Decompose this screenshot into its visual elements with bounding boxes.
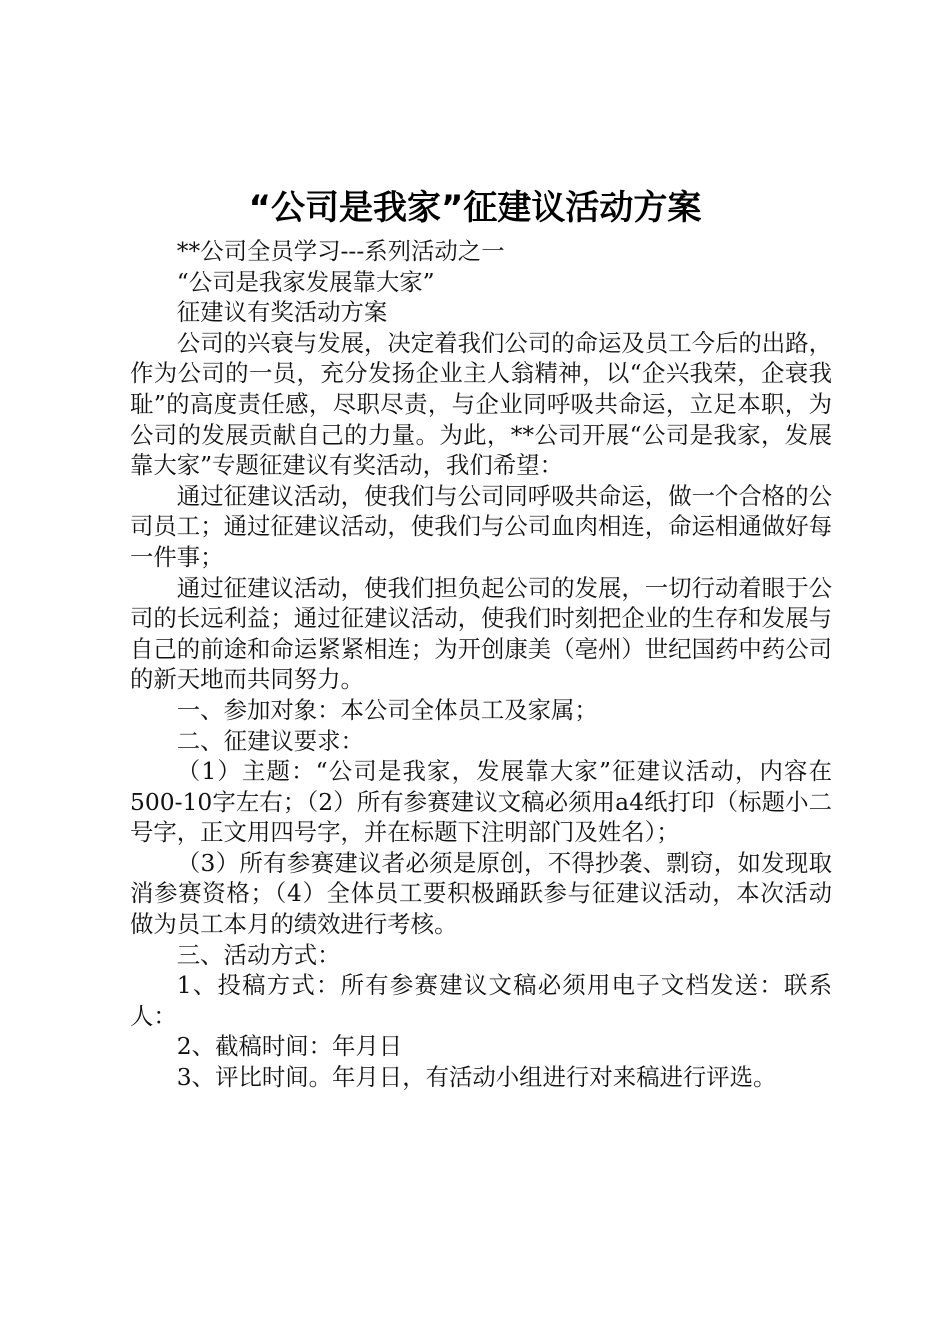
subtitle-slogan: “公司是我家发展靠大家”	[176, 267, 435, 296]
section-participants: 一、参加对象：本公司全体员工及家属；	[176, 695, 598, 724]
intro-paragraph: 公司的兴衰与发展，决定着我们公司的命运及员工今后的出路，作为公司的一员，充分发扬企业主人翁精神，以“企兴我荣，企衰我耻”的高度责任感，尽职尽责，与企业同呼吸共命运，立足本职，为公司的发展贡献自己的力量。为此，**公司开展“公司是我家，发展靠大家”专题征建议有奖活动，我们希望：	[130, 328, 832, 480]
requirements-item-1-2: （1）主题：“公司是我家，发展靠大家”征建议活动，内容在500-10字左右；（2）所有参赛建议文稿必须用a4纸打印（标题小二号字，正文用四号字，并在标题下注明部门及姓名）；	[130, 757, 832, 847]
document-title: “公司是我家”征建议活动方案	[248, 188, 702, 228]
goal-paragraph-2: 通过征建议活动，使我们担负起公司的发展，一切行动着眼于公司的长远利益；通过征建议活动，使我们时刻把企业的生存和发展与自己的前途和命运紧紧相连；为开创康美（亳州）世纪国药中药公司的新天地而共同努力。	[130, 573, 832, 694]
subtitle-plan: 征建议有奖活动方案	[176, 298, 388, 327]
requirements-item-3-4: （3）所有参赛建议者必须是原创，不得抄袭、剽窃，如发现取消参赛资格；（4）全体员工要积极踊跃参与征建议活动，本次活动做为员工本月的绩效进行考核。	[130, 848, 832, 939]
method-submission: 1、投稿方式：所有参赛建议文稿必须用电子文档发送：联系人：	[130, 971, 832, 1030]
goal-paragraph-1: 通过征建议活动，使我们与公司同呼吸共命运，做一个合格的公司员工；通过征建议活动，使我们与公司血肉相连，命运相通做好每一件事；	[130, 481, 832, 571]
section-method-heading: 三、活动方式：	[176, 940, 341, 969]
subtitle-series: **公司全员学习---系列活动之一	[176, 237, 505, 265]
method-deadline: 2、截稿时间：年月日	[176, 1032, 403, 1061]
method-evaluation: 3、评比时间。年月日，有活动小组进行对来稿进行评选。	[176, 1063, 777, 1092]
document-body	[130, 236, 832, 1093]
section-requirements-heading: 二、征建议要求：	[176, 726, 364, 755]
